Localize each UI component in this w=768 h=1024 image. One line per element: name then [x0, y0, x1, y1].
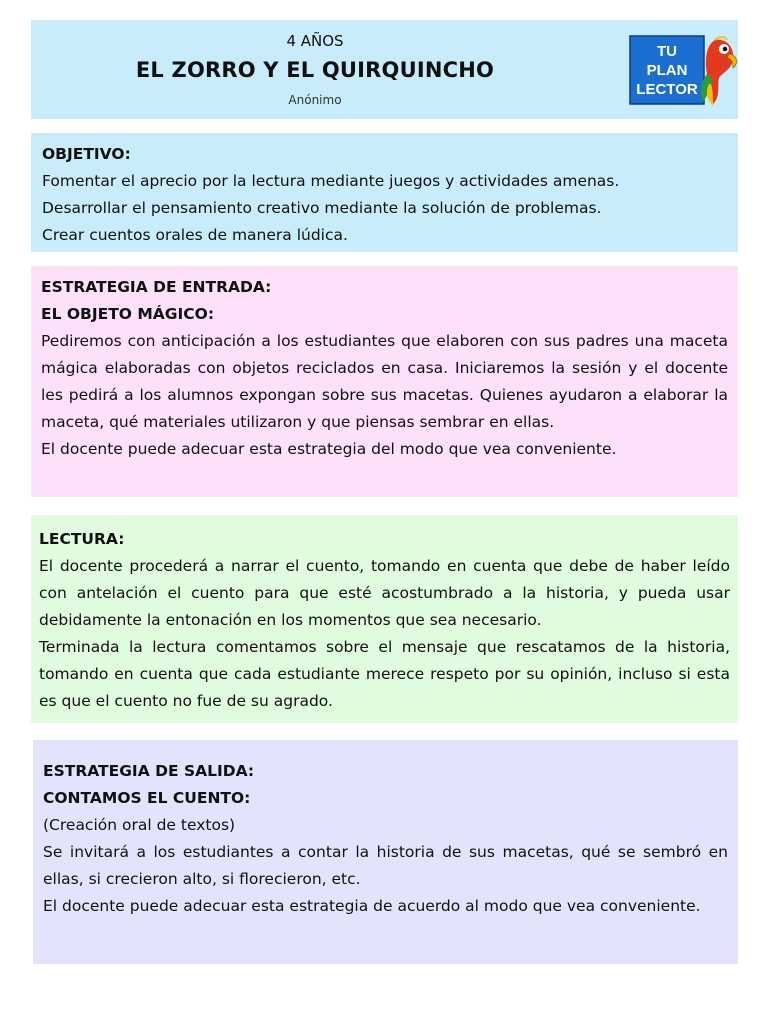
lectura-paragraph-2: Terminada la lectura comentamos sobre el mensaje que rescatamos de la historia, tomando en cuenta que cada estudiante merece respeto por su opinión, incluso si esta es que el cuento no fue de su agrado. — [39, 638, 730, 710]
entrada-heading: ESTRATEGIA DE ENTRADA: — [41, 278, 272, 296]
entrada-paragraph: Pediremos con anticipación a los estudiantes que elaboren con sus padres una maceta mágica elaboradas con objetos reciclados en casa. Iniciaremos la sesión y el docente les pedirá a los alumnos expongan sobre sus macetas. Quienes ayudaron a elaborar la maceta, qué materiales utilizaron y que piensas sembrar en ellas. — [41, 332, 728, 431]
header-panel — [31, 20, 738, 119]
objetivo-heading: OBJETIVO: — [42, 145, 131, 163]
salida-paragraph-2: El docente puede adecuar esta estrategia de acuerdo al modo que vea conveniente. — [43, 897, 701, 915]
age-label: 4 AÑOS — [286, 32, 344, 50]
salida-subheading: CONTAMOS EL CUENTO: — [43, 789, 251, 807]
tu-plan-lector-logo — [629, 34, 737, 108]
logo-line-3: LECTOR — [636, 81, 698, 98]
salida-paragraph-1: Se invitará a los estudiantes a contar la historia de sus macetas, qué se sembró en ellas, si crecieron alto, si florecieron, etc. — [43, 843, 728, 888]
parrot-icon — [701, 37, 737, 106]
entrada-subheading: EL OBJETO MÁGICO: — [41, 305, 215, 323]
lectura-paragraph-1: El docente procederá a narrar el cuento, tomando en cuenta que debe de haber leído con antelación el cuento para que esté acostumbrado a la historia, y pueda usar debidamente la entonación en los momentos que sea necesario. — [39, 557, 730, 629]
objetivo-line-1: Fomentar el aprecio por la lectura mediante juegos y actividades amenas. — [42, 172, 620, 190]
lectura-heading: LECTURA: — [39, 530, 125, 548]
objetivo-line-3: Crear cuentos orales de manera lúdica. — [42, 226, 348, 244]
objetivo-section — [31, 133, 738, 252]
salida-heading: ESTRATEGIA DE SALIDA: — [43, 762, 255, 780]
estrategia-entrada-section — [31, 266, 738, 497]
objetivo-line-2: Desarrollar el pensamiento creativo mediante la solución de problemas. — [42, 199, 602, 217]
story-title: EL ZORRO Y EL QUIRQUINCHO — [135, 58, 495, 82]
estrategia-salida-section — [33, 740, 738, 964]
entrada-note: El docente puede adecuar esta estrategia del modo que vea conveniente. — [41, 440, 617, 458]
logo-line-1: TU — [657, 43, 677, 60]
story-author: Anónimo — [288, 93, 342, 107]
lectura-section — [31, 515, 738, 723]
logo-line-2: PLAN — [646, 62, 688, 79]
salida-note: (Creación oral de textos) — [43, 816, 236, 834]
